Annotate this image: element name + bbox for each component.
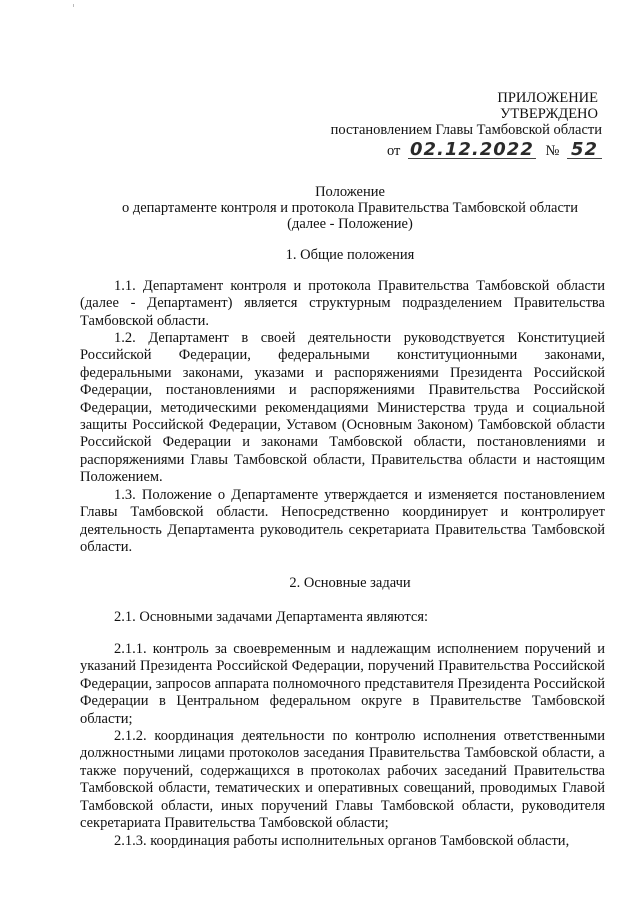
section-2-heading: 2. Основные задачи [289, 575, 411, 591]
title-line-2: о департаменте контроля и протокола Правительства Тамбовской области [121, 200, 579, 216]
paragraph-1-3: 1.3. Положение о Департаменте утверждается и изменяется постановлением Главы Тамбовской области. Непосредственно координирует и контролирует деятельность Департамента руководитель секретариата Правительства Тамбовской области. [80, 487, 605, 556]
from-label: от [386, 143, 401, 159]
handwritten-number: 52 [567, 142, 602, 159]
paragraph-1-2: 1.2. Департамент в своей деятельности руководствуется Конституцией Российской Федерации, федеральными конституционными законами, федеральными законами, указами и распоряжениями Президента Российской Федерации, постановлениями и распоряжениями Правительства Российской Федерации, методическими рекомендациями Министерства труда и социальной защиты Российской Федерации, Уставом (Основным Законом) Тамбовской области Российской Федерации и законами Тамбовской области, постановлениями и распоряжениями Главы Тамбовской области, Правительства области и настоящим Положением. [80, 330, 605, 486]
approval-date-number [331, 139, 602, 160]
appendix-label: ПРИЛОЖЕНИЕ [497, 90, 598, 106]
paragraph-2-1-2: 2.1.2. координация деятельности по контролю исполнения ответственными должностными лицами протоколов заседания Правительства Тамбовской области, а также поручений, содержащихся в протоколах рабочих заседаний Правительства Тамбовской области, тематических и оперативных совещаний, проводимых Главой Тамбовской области, иных поручений Главы Тамбовской области, руководителя секретариата Правительства Тамбовской области; [80, 728, 605, 832]
handwritten-date: 02.12.2022 [409, 139, 534, 160]
section-1-heading: 1. Общие положения [285, 247, 415, 263]
approval-block [331, 90, 602, 159]
title-line-1: Положение [315, 184, 385, 200]
document-title [80, 184, 620, 232]
approved-label: УТВЕРЖДЕНО [500, 106, 598, 122]
approval-decree: постановлением Главы Тамбовской области [330, 122, 602, 138]
number-label: № [545, 143, 560, 159]
paragraph-1-1: 1.1. Департамент контроля и протокола Правительства Тамбовской области (далее - Департамент) является структурным подразделением Правительства Тамбовской области. [80, 278, 605, 329]
scan-mark [73, 4, 74, 7]
paragraph-2-1-3: 2.1.3. координация работы исполнительных органов Тамбовской области, [114, 833, 570, 849]
paragraph-2-1: 2.1. Основными задачами Департамента являются: [114, 609, 429, 625]
title-line-3: (далее - Положение) [287, 216, 413, 232]
paragraph-2-1-1: 2.1.1. контроль за своевременным и надлежащим исполнением поручений и указаний Президента Российской Федерации, поручений Правительства Российской Федерации, запросов аппарата полномочного представителя Президента Российской Федерации в Центральном федеральном округе в Правительстве Тамбовской области; [80, 641, 605, 727]
